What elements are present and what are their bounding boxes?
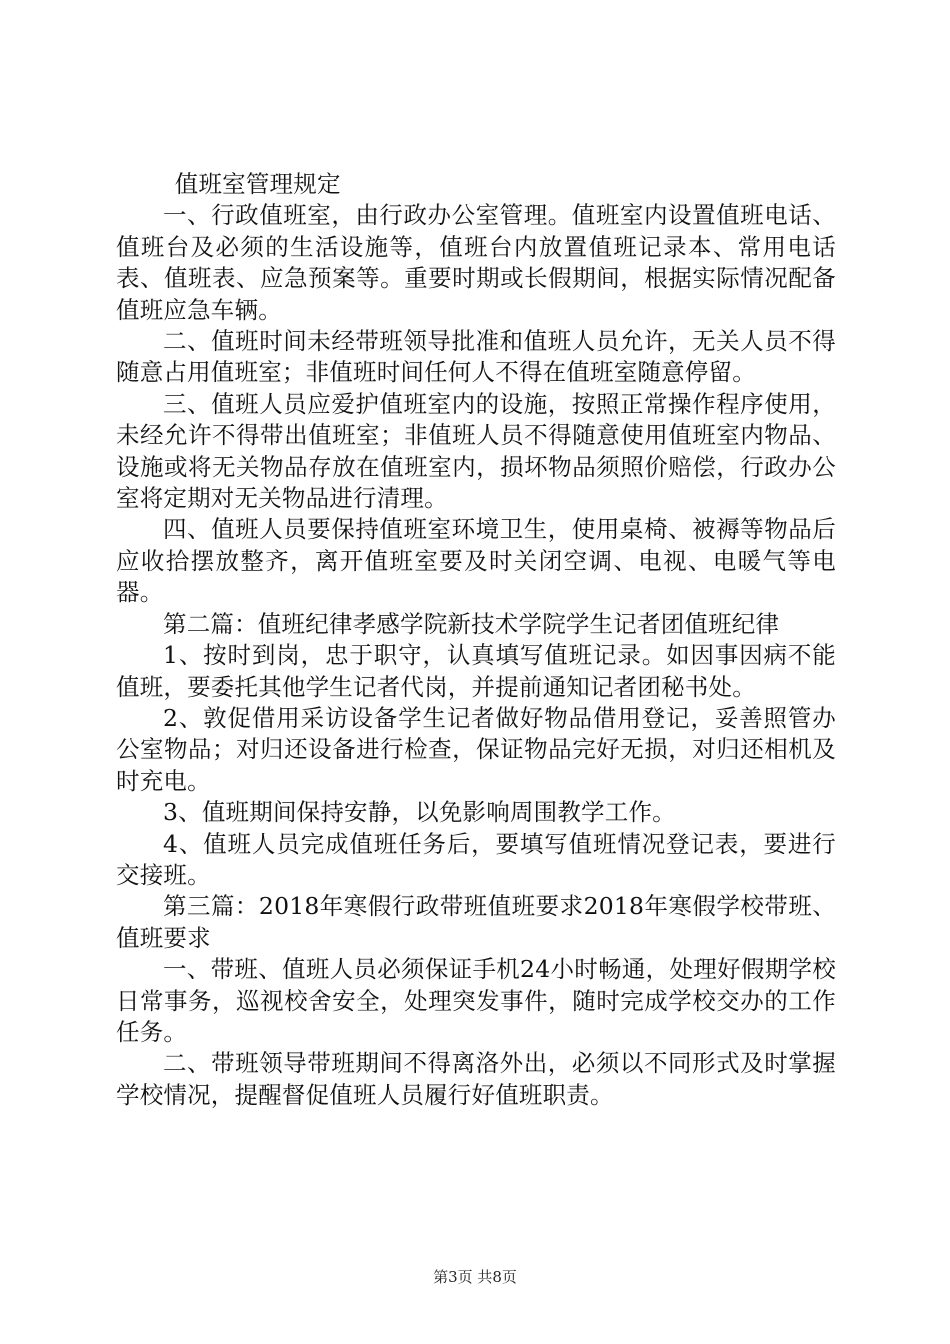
document-title: 值班室管理规定 <box>174 170 341 198</box>
document-body <box>116 169 836 1111</box>
page-number: 第3页 共8页 <box>433 1268 517 1286</box>
paragraph: 三、值班人员应爱护值班室内的设施，按照正常操作程序使用，未经允许不得带出值班室；非值班人员不得随意使用值班室内物品、设施或将无关物品存放在值班室内，损坏物品须照价赔偿，行政办公室将定期对无关物品进行清理。 <box>116 389 836 513</box>
paragraph: 2、敦促借用采访设备学生记者做好物品借用登记，妥善照管办公室物品；对归还设备进行检查，保证物品完好无损，对归还相机及时充电。 <box>116 703 836 795</box>
paragraph: 4、值班人员完成值班任务后，要填写值班情况登记表，要进行交接班。 <box>116 829 836 889</box>
paragraph: 二、带班领导带班期间不得离洛外出，必须以不同形式及时掌握学校情况，提醒督促值班人员履行好值班职责。 <box>116 1049 836 1109</box>
paragraph: 1、按时到岗，忠于职守，认真填写值班记录。如因事因病不能值班，要委托其他学生记者代岗，并提前通知记者团秘书处。 <box>116 641 836 701</box>
paragraph: 一、行政值班室，由行政办公室管理。值班室内设置值班电话、值班台及必须的生活设施等，值班台内放置值班记录本、常用电话表、值班表、应急预案等。重要时期或长假期间，根据实际情况配备值班应急车辆。 <box>116 201 836 324</box>
paragraph: 四、值班人员要保持值班室环境卫生，使用桌椅、被褥等物品后应收拾摆放整齐，离开值班室要及时关闭空调、电视、电暖气等电器。 <box>116 515 836 607</box>
section-heading: 第三篇：2018年寒假行政带班值班要求2018年寒假学校带班、值班要求 <box>116 892 836 952</box>
paragraph: 二、值班时间未经带班领导批准和值班人员允许，无关人员不得随意占用值班室；非值班时间任何人不得在值班室随意停留。 <box>116 327 836 387</box>
paragraph: 一、带班、值班人员必须保证手机24小时畅通，处理好假期学校日常事务，巡视校舍安全，处理突发事件，随时完成学校交办的工作任务。 <box>116 955 836 1046</box>
paragraph: 3、值班期间保持安静，以免影响周围教学工作。 <box>163 798 676 827</box>
section-heading: 第二篇：值班纪律孝感学院新技术学院学生记者团值班纪律 <box>163 609 780 638</box>
